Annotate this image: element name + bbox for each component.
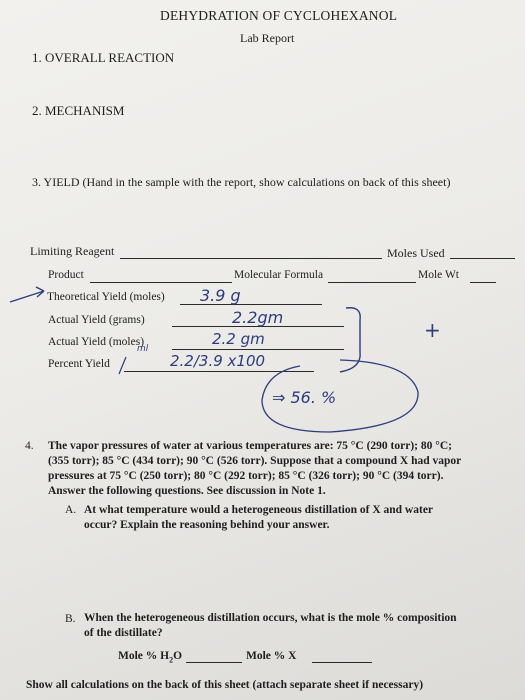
field-mole-percent-h2o[interactable] (186, 662, 242, 663)
label-limiting-reagent: Limiting Reagent (30, 244, 115, 258)
section-yield: 3. YIELD (Hand in the sample with the report, show calculations on back of this sheet) (32, 175, 451, 189)
section-mechanism: 2. MECHANISM (32, 103, 125, 118)
q4-line-3: pressures at 75 °C (250 torr); 80 °C (292 torr); 85 °C (326 torr); 90 °C (394 torr). (48, 470, 444, 482)
label-mole-percent-x: Mole % X (246, 650, 297, 662)
slash-mark (119, 357, 126, 374)
handwritten-actual-moles: 2.2 gm (212, 330, 265, 348)
arrow-mark (10, 287, 44, 302)
label-actual-yield-grams: Actual Yield (grams) (48, 314, 145, 326)
q4a-label: A. (65, 504, 77, 516)
section-overall-reaction: 1. OVERALL REACTION (32, 50, 175, 65)
label-theoretical-yield: Theoretical Yield (moles) (47, 291, 165, 303)
q4-line-1: The vapor pressures of water at various temperatures are: 75 °C (290 torr); 80 °C; (48, 440, 452, 452)
footer-instructions: Show all calculations on the back of this sheet (attach separate sheet if necessary) (26, 679, 424, 691)
q4-line-4: Answer the following questions. See discussion in Note 1. (48, 485, 326, 497)
q4-number: 4. (25, 440, 34, 452)
q4a-line-1: At what temperature would a heterogeneous distillation of X and water (84, 504, 434, 516)
result-circle-mark (262, 360, 418, 432)
label-moles-used: Moles Used (387, 246, 445, 260)
q4a-text (84, 503, 433, 533)
handwritten-result: ⇒ 56. % (272, 388, 337, 407)
bracket-mark (340, 308, 360, 372)
handwritten-theoretical-value: 3.9 g (200, 286, 241, 305)
q4-line-2: (355 torr); 85 °C (434 torr); 90 °C (526 torr). Suppose that a compound X had vapor (48, 455, 462, 467)
label-mole-wt: Mole Wt (418, 269, 459, 281)
q4a-line-2: occur? Explain the reasoning behind your answer. (84, 519, 330, 531)
q4b-text (84, 611, 457, 641)
page-subtitle: Lab Report (240, 31, 295, 45)
handwritten-ml-note: ml (137, 344, 149, 354)
page-title: DEHYDRATION OF CYCLOHEXANOL (160, 8, 398, 23)
handwritten-actual-grams: 2.2gm (232, 308, 284, 327)
label-product: Product (48, 269, 84, 281)
field-mole-percent-x[interactable] (312, 662, 372, 663)
q4b-line-2: of the distillate? (84, 627, 163, 639)
handwritten-percent-calc: 2.2/3.9 x100 (170, 352, 266, 370)
q4b-line-1: When the heterogeneous distillation occurs, what is the mole % composition (84, 612, 457, 624)
handwritten-plus: + (424, 318, 441, 342)
label-actual-yield-moles: Actual Yield (moles) (48, 336, 145, 348)
label-molecular-formula: Molecular Formula (234, 269, 324, 281)
label-percent-yield: Percent Yield (48, 358, 110, 370)
q4-text (48, 439, 461, 499)
q4b-label: B. (65, 613, 76, 625)
label-mole-percent-h2o: Mole % $H_2O$ (118, 650, 183, 665)
